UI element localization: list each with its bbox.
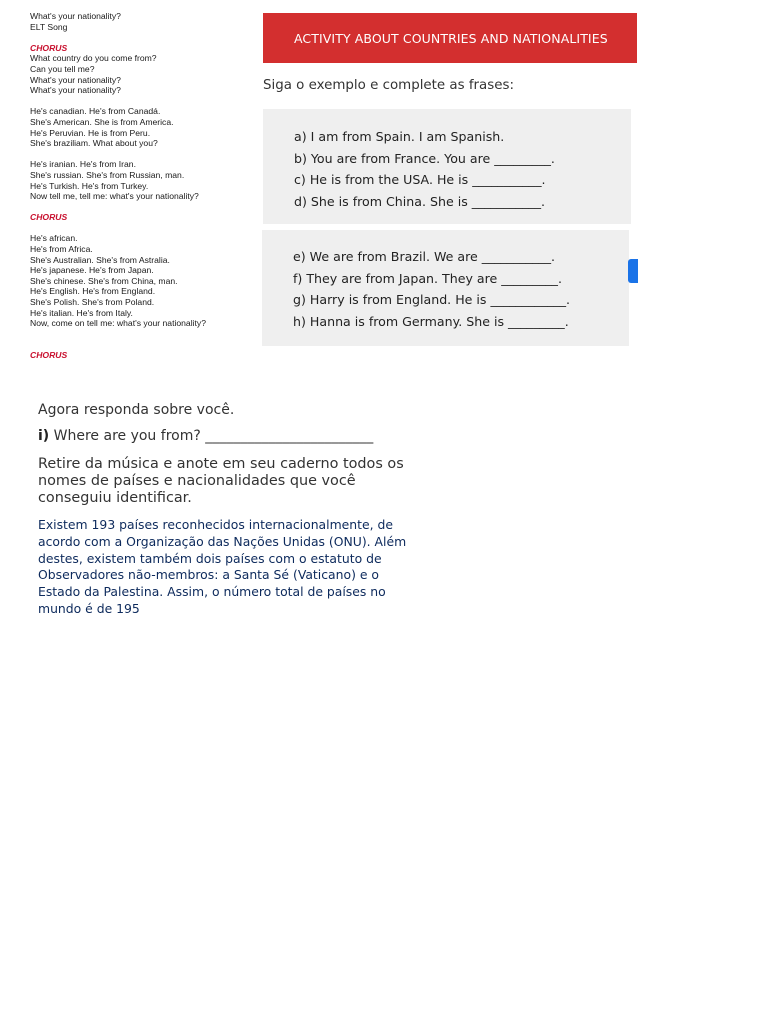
fact-text: Existem 193 países reconhecidos internacionalmente, de acordo com a Organização das Nações Unidas (ONU). Além destes, existem também dois países com o estatuto de Observadores não-membros: a Santa Sé (Vaticano) e o Estado da Palestina. Assim, o número total de países no mundo é de 195 [38,517,407,616]
lyrics-line: He's african. [30,233,78,244]
lyrics-line: Can you tell me? [30,63,95,74]
exercise-box-1 [263,109,631,224]
side-tab-button[interactable] [628,259,638,283]
exercise-item-e: e) We are from Brazil. We are ___________. [293,249,556,264]
lyrics-chorus-heading: CHORUS [30,350,68,360]
exercise-item-h: h) Hanna is from Germany. She is _________. [293,313,569,329]
lyrics-line: He's japanese. He's from Japan. [30,265,154,276]
lyrics-line: She's chinese. She's from China, man. [30,275,178,286]
exercise-item-f: f) They are from Japan. They are _________. [293,270,562,286]
lyrics-chorus-heading: CHORUS [30,212,68,223]
lyrics-gap [30,339,250,350]
exercise-item-b: b) You are from France. You are _________. [294,150,555,166]
lyrics-line: She's Polish. She's from Poland. [30,297,155,308]
lyrics-line: Now, come on tell me: what's your nationality? [30,318,206,329]
lyrics-line: She's braziliam. What about you? [30,138,158,149]
lyrics-line: He's canadian. He's from Canadá. [30,106,161,117]
task-text: Retire da música e anote em seu caderno todos os nomes de países e nacionalidades que você conseguiu identificar. [38,456,404,506]
exercise-item-g: g) Harry is from England. He is ____________. [293,292,571,307]
lyrics-line: What's your nationality? [30,74,121,85]
lyrics-line: What country do you come from? [30,53,157,64]
song-lyrics [30,11,250,361]
lyrics-chorus-heading: CHORUS [30,42,68,53]
answer-intro: Agora responda sobre você. [38,402,235,418]
activity-banner [263,13,637,63]
lyrics-gap [30,329,250,340]
lyrics-gap [30,149,250,160]
lyrics-line: He's Turkish. He's from Turkey. [30,180,149,191]
exercise-item-c: c) He is from the USA. He is ___________. [294,172,546,187]
question-number: i) [38,428,50,444]
lyrics-line: She's Australian. She's from Astralia. [30,254,170,265]
lyrics-line: What's your nationality? [30,11,121,21]
lyrics-line: Now tell me, tell me: what's your nationality? [30,191,199,202]
exercise-box-2 [262,230,629,346]
lyrics-line: She's American. She is from America. [30,116,174,127]
banner-title: ACTIVITY ABOUT COUNTRIES AND NATIONALITIES [294,30,608,46]
instruction-text: Siga o exemplo e complete as frases: [263,78,514,93]
question-text: Where are you from? ________________________ [49,428,374,444]
lyrics-line: He's italian. He's from Italy. [30,307,133,318]
lyrics-line: He's English. He's from England. [30,286,156,297]
lyrics-line: He's from Africa. [30,244,93,255]
question-i [38,428,373,444]
lyrics-line: He's iranian. He's from Iran. [30,159,136,170]
lyrics-line: She's russian. She's from Russian, man. [30,169,185,180]
exercise-item-a: a) I am from Spain. I am Spanish. [294,129,505,144]
lyrics-gap [30,32,250,43]
lyrics-gap [30,202,250,213]
lyrics-gap [30,96,250,107]
lyrics-line: ELT Song [30,21,68,32]
lyrics-line: What's your nationality? [30,85,121,96]
lyrics-line: He's Peruvian. He is from Peru. [30,127,151,138]
lyrics-gap [30,223,250,234]
exercise-item-d: d) She is from China. She is ___________. [294,193,546,209]
